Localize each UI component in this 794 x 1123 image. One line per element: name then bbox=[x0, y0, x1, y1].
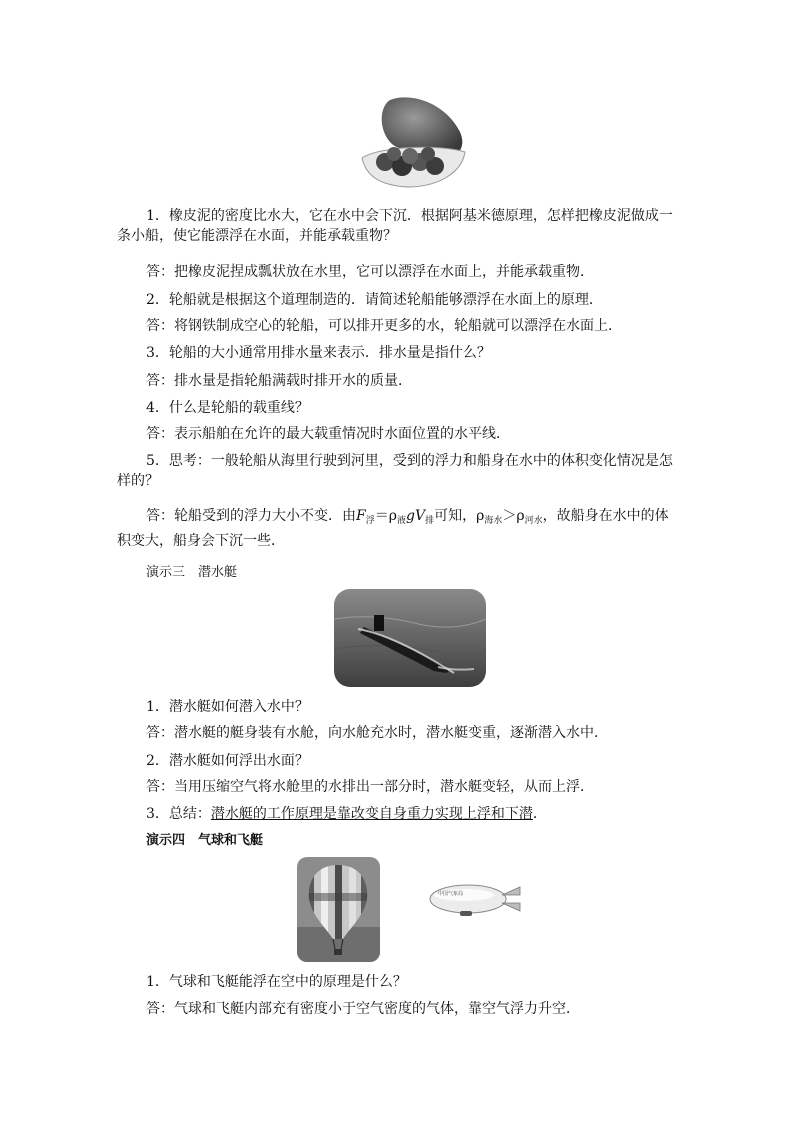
question-2: 2．轮船就是根据这个道理制造的．请简述轮船能够漂浮在水面上的原理． bbox=[146, 292, 603, 308]
summary-underlined-text: 潜水艇的工作原理是靠改变自身重力实现上浮和下潜 bbox=[210, 806, 533, 822]
question-1: 1．橡皮泥的密度比水大，它在水中会下沉．根据阿基米德原理，怎样把橡皮泥做成一条小船，使它能漂浮在水面，并能承载重物？ bbox=[117, 208, 673, 244]
question-5: 5．思考：一般轮船从海里行驶到河里，受到的浮力和船身在水中的体积变化情况是怎样的？ bbox=[117, 453, 673, 489]
submarine-figure bbox=[334, 589, 486, 687]
demo-3-heading: 演示三 潜水艇 bbox=[146, 565, 238, 580]
demo3-summary: 3．总结：潜水艇的工作原理是靠改变自身重力实现上浮和下潜. bbox=[146, 806, 538, 822]
answer-4: 答：表示船舶在允许的最大载重情况时水面位置的水平线． bbox=[146, 426, 510, 442]
demo3-answer-2: 答：当用压缩空气将水舱里的水排出一部分时，潜水艇变轻，从而上浮． bbox=[146, 779, 594, 795]
demo3-question-1: 1．潜水艇如何潜入水中？ bbox=[146, 699, 309, 715]
demo3-answer-1: 答：潜水艇的艇身装有水舱，向水舱充水时，潜水艇变重，逐渐潜入水中． bbox=[146, 725, 608, 741]
demo4-question-1: 1．气球和飞艇能浮在空中的原理是什么？ bbox=[146, 974, 407, 990]
answer-5: 答：轮船受到的浮力大小不变．由$F_浮=\rho_液gV_排$可知，$\rho_{海水}>\rho_{河水}$，故船身在水中的体积变大，船身会下沉一些． bbox=[117, 508, 669, 549]
demo-4-heading: 演示四 气球和飞艇 bbox=[146, 833, 264, 848]
answer-3: 答：排水量是指轮船满载时排开水的质量． bbox=[146, 373, 412, 389]
answer-2: 答：将钢铁制成空心的轮船，可以排开更多的水，轮船就可以漂浮在水面上． bbox=[146, 318, 622, 334]
question-4: 4．什么是轮船的载重线？ bbox=[146, 400, 309, 416]
demo4-answer-1: 答：气球和飞艇内部充有密度小于空气密度的气体，靠空气浮力升空． bbox=[146, 1001, 580, 1017]
answer-1: 答：把橡皮泥捏成瓢状放在水里，它可以漂浮在水面上，并能承载重物． bbox=[146, 264, 594, 280]
clay-boat-figure bbox=[350, 92, 470, 190]
airship-label: 中国气象局 bbox=[438, 891, 464, 897]
hot-air-balloon-figure bbox=[297, 857, 380, 962]
question-3: 3．轮船的大小通常用排水量来表示．排水量是指什么？ bbox=[146, 345, 491, 361]
demo3-question-2: 2．潜水艇如何浮出水面？ bbox=[146, 753, 309, 769]
airship-figure bbox=[424, 865, 526, 955]
